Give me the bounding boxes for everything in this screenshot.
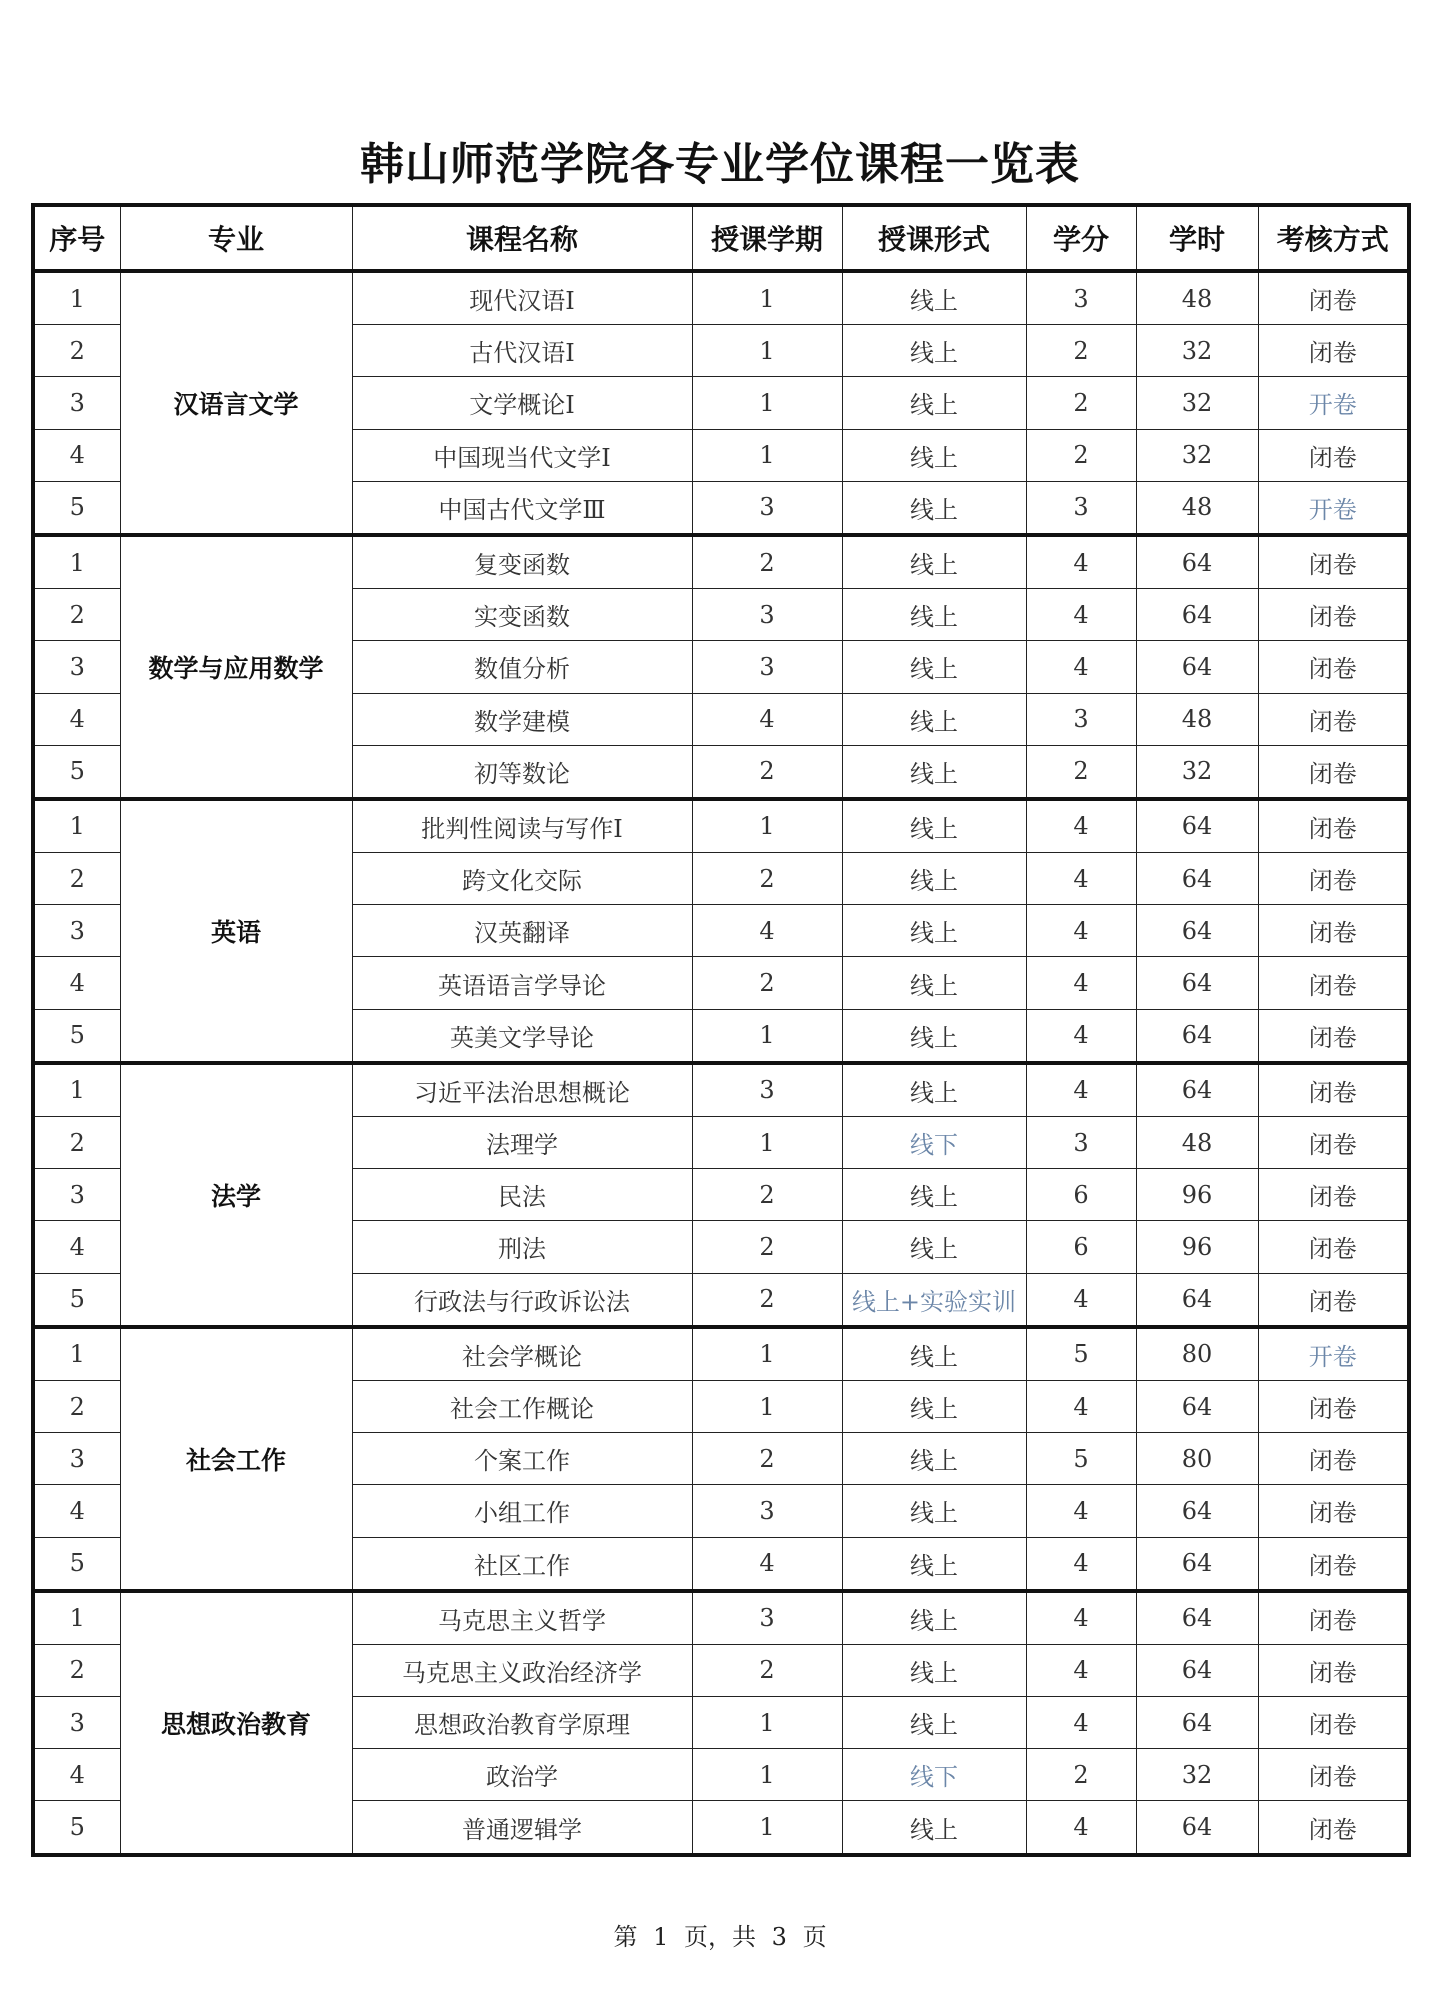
course-term: 1 xyxy=(692,429,842,481)
course-hours: 48 xyxy=(1136,693,1258,745)
course-credit: 6 xyxy=(1026,1221,1136,1273)
table-row xyxy=(33,799,1409,853)
course-mode: 线上 xyxy=(842,1169,1026,1221)
course-name: 现代汉语Ⅰ xyxy=(352,271,692,325)
row-number: 1 xyxy=(33,1063,120,1117)
header-mode: 授课形式 xyxy=(842,205,1026,271)
course-name: 思想政治教育学原理 xyxy=(352,1697,692,1749)
header-term: 授课学期 xyxy=(692,205,842,271)
course-name: 民法 xyxy=(352,1169,692,1221)
course-exam: 闭卷 xyxy=(1258,1009,1409,1063)
row-number: 5 xyxy=(33,1273,120,1327)
course-mode: 线上 xyxy=(842,481,1026,535)
table-row xyxy=(33,1327,1409,1381)
row-number: 5 xyxy=(33,745,120,799)
table-body xyxy=(33,271,1409,1855)
course-name: 普通逻辑学 xyxy=(352,1801,692,1855)
course-term: 1 xyxy=(692,1009,842,1063)
course-term: 3 xyxy=(692,1591,842,1645)
course-term: 4 xyxy=(692,1537,842,1591)
major-name: 英语 xyxy=(120,799,352,1063)
course-mode: 线上 xyxy=(842,799,1026,853)
course-name: 刑法 xyxy=(352,1221,692,1273)
course-term: 4 xyxy=(692,905,842,957)
course-exam: 闭卷 xyxy=(1258,1433,1409,1485)
course-mode: 线上 xyxy=(842,429,1026,481)
course-term: 1 xyxy=(692,1117,842,1169)
course-name: 小组工作 xyxy=(352,1485,692,1537)
course-term: 2 xyxy=(692,1169,842,1221)
header-hours: 学时 xyxy=(1136,205,1258,271)
course-name: 中国古代文学Ⅲ xyxy=(352,481,692,535)
footer-current-page: 1 xyxy=(653,1923,669,1951)
header-no: 序号 xyxy=(33,205,120,271)
course-mode: 线上 xyxy=(842,1591,1026,1645)
course-term: 1 xyxy=(692,1697,842,1749)
row-number: 1 xyxy=(33,271,120,325)
row-number: 4 xyxy=(33,693,120,745)
row-number: 4 xyxy=(33,957,120,1009)
course-hours: 32 xyxy=(1136,1749,1258,1801)
course-term: 3 xyxy=(692,589,842,641)
course-name: 汉英翻译 xyxy=(352,905,692,957)
course-credit: 4 xyxy=(1026,1273,1136,1327)
course-hours: 64 xyxy=(1136,1801,1258,1855)
course-credit: 4 xyxy=(1026,1009,1136,1063)
course-mode: 线上 xyxy=(842,853,1026,905)
course-name: 古代汉语Ⅰ xyxy=(352,325,692,377)
course-mode: 线上 xyxy=(842,745,1026,799)
table-row xyxy=(33,535,1409,589)
course-term: 2 xyxy=(692,1273,842,1327)
course-exam: 开卷 xyxy=(1258,1327,1409,1381)
course-name: 文学概论Ⅰ xyxy=(352,377,692,429)
course-exam: 闭卷 xyxy=(1258,853,1409,905)
course-hours: 64 xyxy=(1136,535,1258,589)
course-term: 1 xyxy=(692,271,842,325)
row-number: 1 xyxy=(33,799,120,853)
course-name: 英语语言学导论 xyxy=(352,957,692,1009)
course-exam: 闭卷 xyxy=(1258,1169,1409,1221)
row-number: 5 xyxy=(33,1801,120,1855)
course-hours: 64 xyxy=(1136,589,1258,641)
course-term: 2 xyxy=(692,1221,842,1273)
course-term: 1 xyxy=(692,799,842,853)
row-number: 2 xyxy=(33,1117,120,1169)
course-hours: 32 xyxy=(1136,429,1258,481)
course-name: 数学建模 xyxy=(352,693,692,745)
course-credit: 2 xyxy=(1026,429,1136,481)
course-mode: 线上 xyxy=(842,1485,1026,1537)
row-number: 3 xyxy=(33,377,120,429)
footer-prefix: 第 xyxy=(613,1923,638,1951)
course-hours: 64 xyxy=(1136,1063,1258,1117)
course-mode: 线下 xyxy=(842,1117,1026,1169)
course-mode: 线上+实验实训 xyxy=(842,1273,1026,1327)
row-number: 2 xyxy=(33,325,120,377)
course-mode: 线上 xyxy=(842,1433,1026,1485)
course-hours: 64 xyxy=(1136,957,1258,1009)
course-name: 行政法与行政诉讼法 xyxy=(352,1273,692,1327)
course-term: 1 xyxy=(692,1327,842,1381)
course-hours: 64 xyxy=(1136,1697,1258,1749)
course-credit: 6 xyxy=(1026,1169,1136,1221)
course-exam: 闭卷 xyxy=(1258,1644,1409,1696)
course-hours: 48 xyxy=(1136,1117,1258,1169)
course-mode: 线上 xyxy=(842,1644,1026,1696)
course-name: 个案工作 xyxy=(352,1433,692,1485)
course-exam: 闭卷 xyxy=(1258,535,1409,589)
course-term: 1 xyxy=(692,325,842,377)
course-credit: 4 xyxy=(1026,1644,1136,1696)
course-term: 4 xyxy=(692,693,842,745)
course-name: 政治学 xyxy=(352,1749,692,1801)
footer-mid: 页，共 xyxy=(684,1923,756,1951)
course-mode: 线上 xyxy=(842,1221,1026,1273)
course-mode: 线上 xyxy=(842,1009,1026,1063)
course-credit: 3 xyxy=(1026,481,1136,535)
course-exam: 闭卷 xyxy=(1258,1063,1409,1117)
course-mode: 线上 xyxy=(842,1380,1026,1432)
row-number: 5 xyxy=(33,481,120,535)
course-credit: 2 xyxy=(1026,745,1136,799)
course-exam: 闭卷 xyxy=(1258,641,1409,693)
course-name: 初等数论 xyxy=(352,745,692,799)
course-exam: 开卷 xyxy=(1258,481,1409,535)
course-name: 马克思主义哲学 xyxy=(352,1591,692,1645)
course-term: 1 xyxy=(692,377,842,429)
course-hours: 80 xyxy=(1136,1327,1258,1381)
course-term: 2 xyxy=(692,1433,842,1485)
course-exam: 闭卷 xyxy=(1258,1697,1409,1749)
course-exam: 闭卷 xyxy=(1258,1221,1409,1273)
row-number: 3 xyxy=(33,641,120,693)
course-hours: 64 xyxy=(1136,905,1258,957)
row-number: 5 xyxy=(33,1537,120,1591)
course-name: 批判性阅读与写作Ⅰ xyxy=(352,799,692,853)
course-exam: 闭卷 xyxy=(1258,957,1409,1009)
course-exam: 闭卷 xyxy=(1258,1485,1409,1537)
course-credit: 4 xyxy=(1026,1380,1136,1432)
table-header-row xyxy=(33,205,1409,271)
course-mode: 线上 xyxy=(842,325,1026,377)
course-credit: 4 xyxy=(1026,853,1136,905)
course-exam: 闭卷 xyxy=(1258,325,1409,377)
course-credit: 3 xyxy=(1026,693,1136,745)
course-hours: 64 xyxy=(1136,1537,1258,1591)
course-credit: 4 xyxy=(1026,1537,1136,1591)
course-credit: 2 xyxy=(1026,325,1136,377)
row-number: 1 xyxy=(33,1591,120,1645)
row-number: 4 xyxy=(33,429,120,481)
course-exam: 闭卷 xyxy=(1258,905,1409,957)
course-credit: 4 xyxy=(1026,1063,1136,1117)
course-exam: 闭卷 xyxy=(1258,1591,1409,1645)
course-exam: 闭卷 xyxy=(1258,1801,1409,1855)
course-mode: 线上 xyxy=(842,957,1026,1009)
course-mode: 线上 xyxy=(842,271,1026,325)
course-credit: 5 xyxy=(1026,1433,1136,1485)
row-number: 2 xyxy=(33,589,120,641)
course-table xyxy=(31,203,1411,1857)
course-credit: 4 xyxy=(1026,641,1136,693)
major-name: 法学 xyxy=(120,1063,352,1327)
course-credit: 4 xyxy=(1026,1485,1136,1537)
course-term: 2 xyxy=(692,1644,842,1696)
course-exam: 闭卷 xyxy=(1258,1537,1409,1591)
course-hours: 32 xyxy=(1136,745,1258,799)
course-term: 2 xyxy=(692,535,842,589)
page-title: 韩山师范学院各专业学位课程一览表 xyxy=(360,139,1080,190)
course-name: 法理学 xyxy=(352,1117,692,1169)
course-term: 3 xyxy=(692,641,842,693)
header-course: 课程名称 xyxy=(352,205,692,271)
course-hours: 32 xyxy=(1136,377,1258,429)
course-mode: 线上 xyxy=(842,693,1026,745)
course-hours: 64 xyxy=(1136,1485,1258,1537)
course-exam: 闭卷 xyxy=(1258,271,1409,325)
course-term: 1 xyxy=(692,1380,842,1432)
header-major: 专业 xyxy=(120,205,352,271)
course-name: 社区工作 xyxy=(352,1537,692,1591)
major-name: 数学与应用数学 xyxy=(120,535,352,799)
course-name: 习近平法治思想概论 xyxy=(352,1063,692,1117)
course-credit: 4 xyxy=(1026,1697,1136,1749)
row-number: 2 xyxy=(33,1644,120,1696)
course-exam: 闭卷 xyxy=(1258,745,1409,799)
course-credit: 3 xyxy=(1026,1117,1136,1169)
course-mode: 线上 xyxy=(842,1537,1026,1591)
course-credit: 4 xyxy=(1026,589,1136,641)
course-exam: 闭卷 xyxy=(1258,1380,1409,1432)
course-hours: 64 xyxy=(1136,1644,1258,1696)
course-exam: 闭卷 xyxy=(1258,1273,1409,1327)
course-mode: 线上 xyxy=(842,641,1026,693)
course-name: 社会工作概论 xyxy=(352,1380,692,1432)
course-mode: 线上 xyxy=(842,1063,1026,1117)
course-term: 3 xyxy=(692,481,842,535)
course-term: 3 xyxy=(692,1485,842,1537)
row-number: 2 xyxy=(33,1380,120,1432)
course-exam: 闭卷 xyxy=(1258,589,1409,641)
course-name: 数值分析 xyxy=(352,641,692,693)
course-name: 跨文化交际 xyxy=(352,853,692,905)
row-number: 1 xyxy=(33,1327,120,1381)
course-exam: 闭卷 xyxy=(1258,429,1409,481)
course-term: 2 xyxy=(692,745,842,799)
major-name: 汉语言文学 xyxy=(120,271,352,535)
table-row xyxy=(33,1063,1409,1117)
course-hours: 64 xyxy=(1136,853,1258,905)
course-exam: 开卷 xyxy=(1258,377,1409,429)
course-hours: 48 xyxy=(1136,481,1258,535)
page-footer xyxy=(0,1917,1440,1952)
course-hours: 64 xyxy=(1136,1380,1258,1432)
header-credit: 学分 xyxy=(1026,205,1136,271)
course-name: 马克思主义政治经济学 xyxy=(352,1644,692,1696)
course-mode: 线上 xyxy=(842,377,1026,429)
course-credit: 3 xyxy=(1026,271,1136,325)
course-mode: 线下 xyxy=(842,1749,1026,1801)
course-credit: 4 xyxy=(1026,1801,1136,1855)
course-term: 2 xyxy=(692,853,842,905)
row-number: 4 xyxy=(33,1749,120,1801)
course-credit: 4 xyxy=(1026,905,1136,957)
course-name: 实变函数 xyxy=(352,589,692,641)
course-term: 2 xyxy=(692,957,842,1009)
course-credit: 2 xyxy=(1026,377,1136,429)
row-number: 1 xyxy=(33,535,120,589)
course-name: 英美文学导论 xyxy=(352,1009,692,1063)
footer-total-pages: 3 xyxy=(771,1923,787,1951)
course-hours: 96 xyxy=(1136,1221,1258,1273)
course-term: 1 xyxy=(692,1801,842,1855)
course-mode: 线上 xyxy=(842,589,1026,641)
row-number: 3 xyxy=(33,1697,120,1749)
major-name: 思想政治教育 xyxy=(120,1591,352,1855)
row-number: 4 xyxy=(33,1485,120,1537)
course-name: 中国现当代文学Ⅰ xyxy=(352,429,692,481)
course-name: 复变函数 xyxy=(352,535,692,589)
course-credit: 4 xyxy=(1026,535,1136,589)
row-number: 3 xyxy=(33,1433,120,1485)
row-number: 5 xyxy=(33,1009,120,1063)
course-name: 社会学概论 xyxy=(352,1327,692,1381)
course-hours: 64 xyxy=(1136,799,1258,853)
course-credit: 4 xyxy=(1026,957,1136,1009)
course-hours: 80 xyxy=(1136,1433,1258,1485)
course-mode: 线上 xyxy=(842,535,1026,589)
footer-suffix: 页 xyxy=(802,1923,827,1951)
row-number: 3 xyxy=(33,905,120,957)
course-credit: 4 xyxy=(1026,799,1136,853)
course-exam: 闭卷 xyxy=(1258,1117,1409,1169)
course-credit: 5 xyxy=(1026,1327,1136,1381)
course-credit: 4 xyxy=(1026,1591,1136,1645)
row-number: 3 xyxy=(33,1169,120,1221)
course-mode: 线上 xyxy=(842,905,1026,957)
course-exam: 闭卷 xyxy=(1258,693,1409,745)
course-hours: 64 xyxy=(1136,1591,1258,1645)
course-term: 3 xyxy=(692,1063,842,1117)
course-hours: 64 xyxy=(1136,1273,1258,1327)
row-number: 4 xyxy=(33,1221,120,1273)
major-name: 社会工作 xyxy=(120,1327,352,1591)
header-exam: 考核方式 xyxy=(1258,205,1409,271)
course-term: 1 xyxy=(692,1749,842,1801)
course-hours: 64 xyxy=(1136,641,1258,693)
course-exam: 闭卷 xyxy=(1258,799,1409,853)
course-mode: 线上 xyxy=(842,1801,1026,1855)
course-exam: 闭卷 xyxy=(1258,1749,1409,1801)
course-hours: 96 xyxy=(1136,1169,1258,1221)
course-hours: 64 xyxy=(1136,1009,1258,1063)
row-number: 2 xyxy=(33,853,120,905)
course-hours: 48 xyxy=(1136,271,1258,325)
course-credit: 2 xyxy=(1026,1749,1136,1801)
course-hours: 32 xyxy=(1136,325,1258,377)
course-mode: 线上 xyxy=(842,1697,1026,1749)
course-mode: 线上 xyxy=(842,1327,1026,1381)
table-row xyxy=(33,1591,1409,1645)
table-row xyxy=(33,271,1409,325)
